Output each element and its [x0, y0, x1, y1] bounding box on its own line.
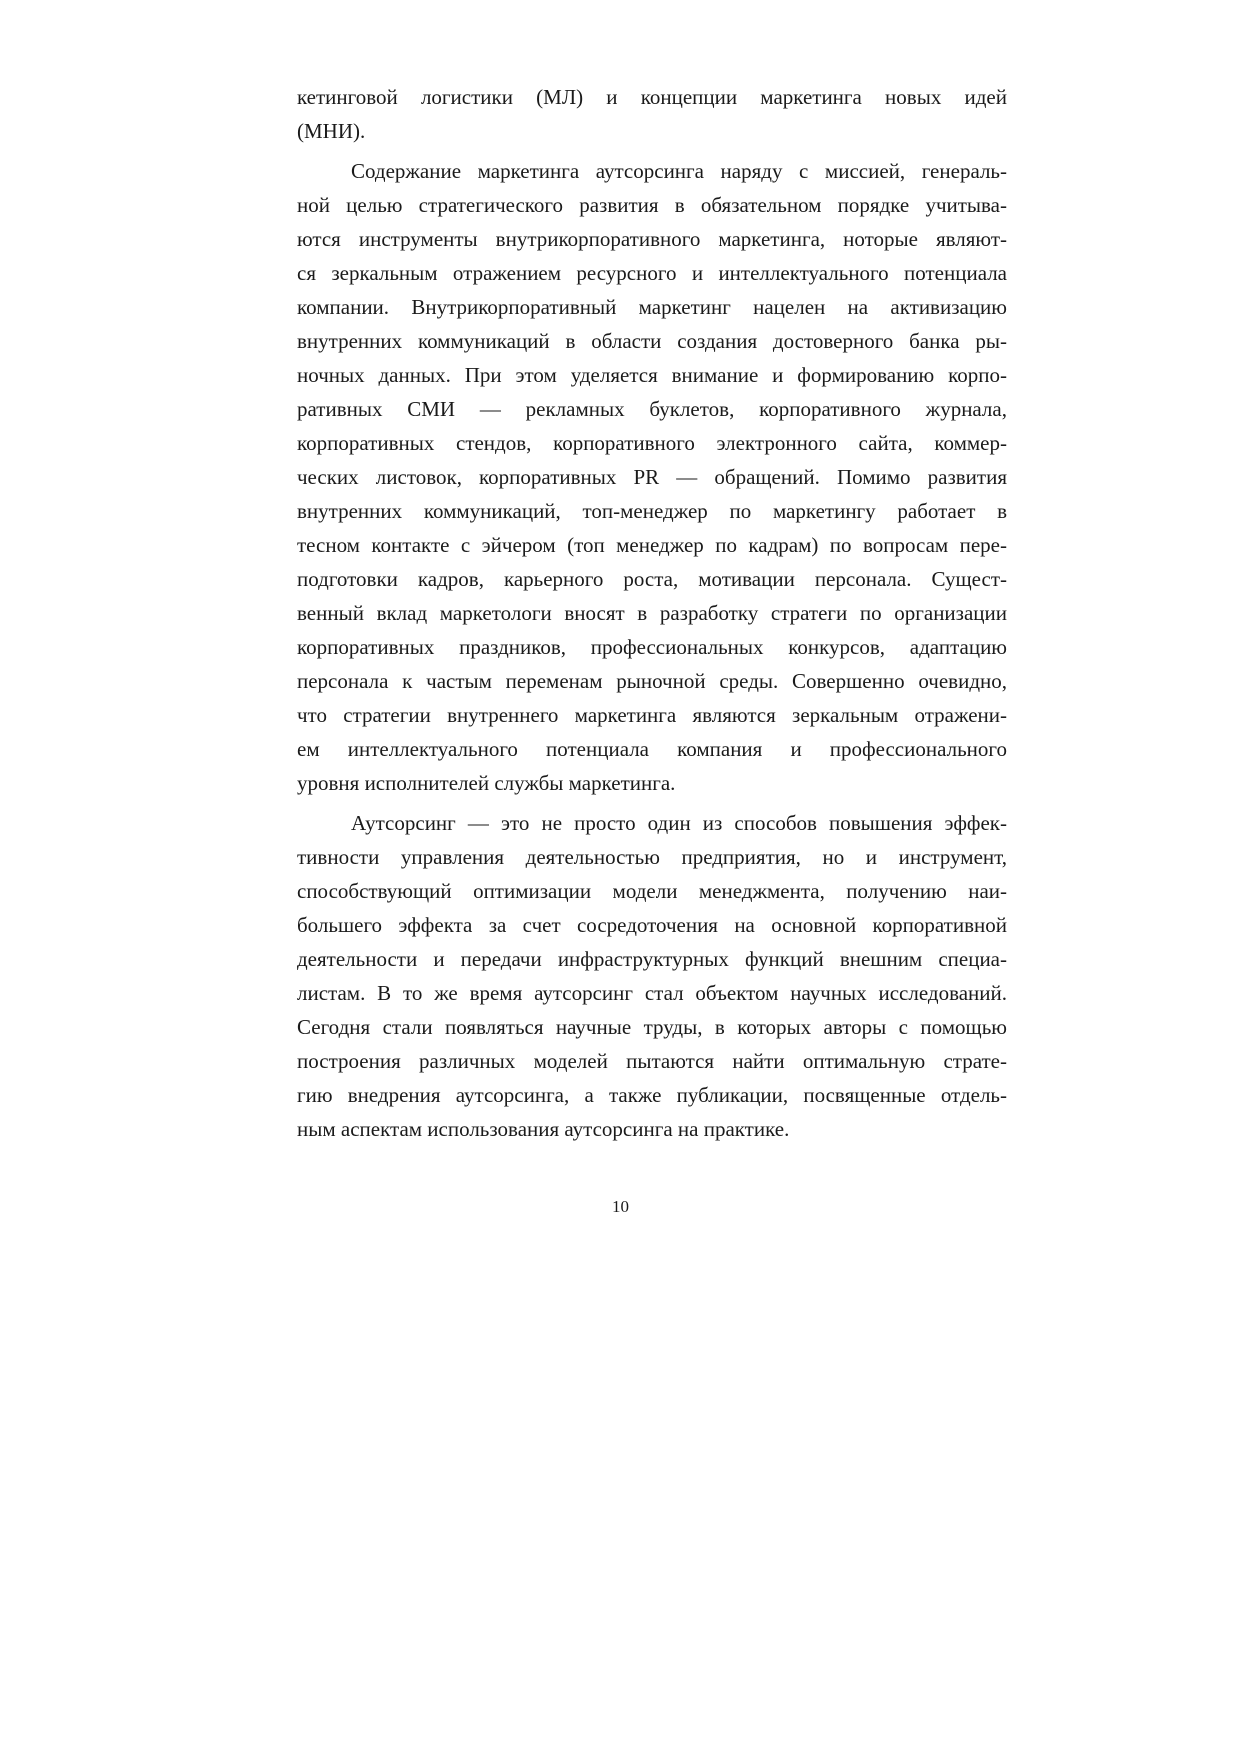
text-line: уровня исполнителей службы маркетинга. — [297, 771, 676, 795]
text-line: внутренних коммуникаций в области создания достоверного банка ры- — [297, 329, 1007, 353]
text-line: ной целью стратегического развития в обязательном порядке учитыва- — [297, 193, 1007, 217]
text-line: гию внедрения аутсорсинга, а также публикации, посвященные отдель- — [297, 1083, 1007, 1107]
text-line: листам. В то же время аутсорсинг стал объектом научных исследований. — [297, 981, 1007, 1005]
text-line: венный вклад маркетологи вносят в разработку стратеги по организации — [297, 601, 1007, 625]
text-line: персонала к частым переменам рыночной среды. Совершенно очевидно, — [297, 669, 1007, 693]
text-line: внутренних коммуникаций, топ-менеджер по маркетингу работает в — [297, 499, 1007, 523]
text-line: построения различных моделей пытаются найти оптимальную страте- — [297, 1049, 1007, 1073]
text-line: деятельности и передачи инфраструктурных функций внешним специа- — [297, 947, 1007, 971]
paragraph — [297, 806, 1007, 1146]
text-line: корпоративных стендов, корпоративного электронного сайта, коммер- — [297, 431, 1007, 455]
text-line: ются инструменты внутрикорпоративного маркетинга, ноторые являют- — [297, 227, 1007, 251]
page-number: 10 — [612, 1197, 629, 1216]
text-line: Содержание маркетинга аутсорсинга наряду с миссией, генераль- — [351, 159, 1007, 183]
text-line: большего эффекта за счет сосредоточения на основной корпоративной — [297, 913, 1007, 937]
text-line: ночных данных. При этом уделяется внимание и формированию корпо- — [297, 363, 1007, 387]
text-line: кетинговой логистики (МЛ) и концепции маркетинга новых идей — [297, 85, 1007, 109]
body-text — [297, 80, 1007, 1146]
text-line: тивности управления деятельностью предприятия, но и инструмент, — [297, 845, 1007, 869]
text-line: корпоративных праздников, профессиональных конкурсов, адаптацию — [297, 635, 1007, 659]
paragraph — [297, 154, 1007, 800]
text-line: тесном контакте с эйчером (топ менеджер по кадрам) по вопросам пере- — [297, 533, 1007, 557]
text-line: способствующий оптимизации модели менеджмента, получению наи- — [297, 879, 1007, 903]
text-line: Сегодня стали появляться научные труды, в которых авторы с помощью — [297, 1015, 1007, 1039]
text-line: ся зеркальным отражением ресурсного и интеллектуального потенциала — [297, 261, 1007, 285]
text-line: (МНИ). — [297, 119, 366, 143]
text-line: компании. Внутрикорпоративный маркетинг нацелен на активизацию — [297, 295, 1007, 319]
text-line: подготовки кадров, карьерного роста, мотивации персонала. Сущест- — [297, 567, 1007, 591]
text-line: ративных СМИ — рекламных буклетов, корпоративного журнала, — [297, 397, 1007, 421]
paragraph — [297, 80, 1007, 148]
text-line: ческих листовок, корпоративных PR — обращений. Помимо развития — [297, 465, 1007, 489]
text-line: Аутсорсинг — это не просто один из способов повышения эффек- — [351, 811, 1007, 835]
text-line: ем интеллектуального потенциала компания и профессионального — [297, 737, 1007, 761]
text-line: ным аспектам использования аутсорсинга на практике. — [297, 1117, 790, 1141]
text-line: что стратегии внутреннего маркетинга являются зеркальным отражени- — [297, 703, 1007, 727]
